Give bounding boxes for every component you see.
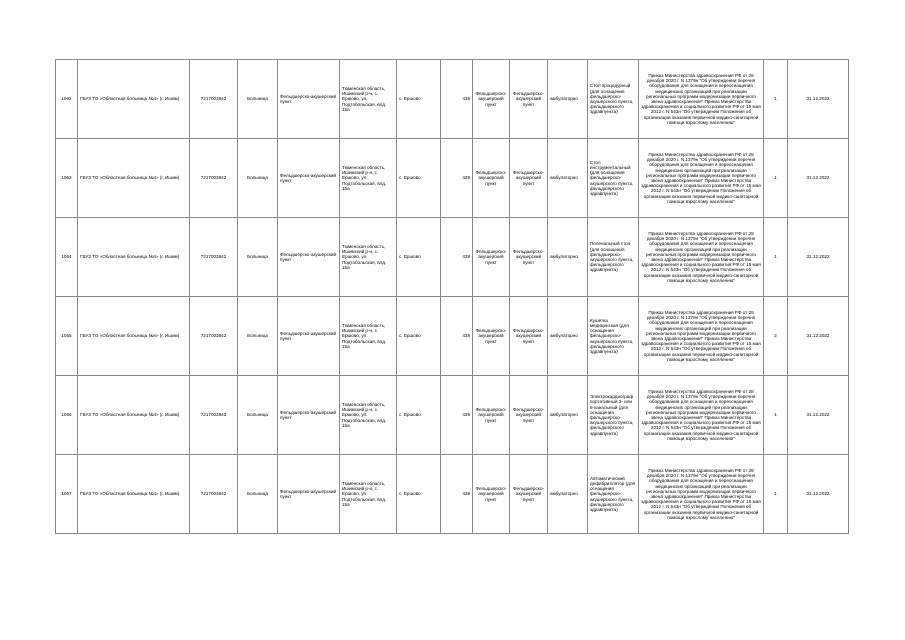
deadline-date: 31.12.2022 [788,297,849,376]
organization-name: ГБУЗ ТО «Областная больница №4» (г. Ишим) [78,297,190,376]
unit-name: Фельдшерско-акушерский пункт [278,60,340,139]
inn: 7217003842 [190,218,238,297]
population: 438 [441,139,473,218]
row-number: 1065 [56,297,78,376]
equipment-table [55,59,849,534]
fap-subcategory: Фельдшерско-акушерский пункт [510,376,548,455]
fap-subcategory: Фельдшерско-акушерский пункт [510,60,548,139]
population: 438 [441,376,473,455]
table-row [56,60,849,139]
fap-category: Фельдшерско-акушерский пункт [473,139,510,218]
unit-name: Фельдшерско-акушерский пункт [278,139,340,218]
legal-basis: Приказ Министерства здравоохранения РФ от 28 декабря 2020 г. N 1379н "Об утверждении перечня оборудования для оснащения и переоснащения медицинских организаций при реализации региональных программ модернизации первичного звена здравоохранения" Приказ Министерства здравоохранения и социального развития РФ от 15 мая 2012 г. N 543н "Об утверждении Положения об организации оказания первичной медико-санитарной помощи взрослому населению" [639,139,764,218]
equipment-name: Автоматический дефибриллятор (для оснащения фельдшерско-акушерского пункта, фельдшерского здравпункта) [588,455,639,534]
deadline-date: 31.12.2022 [788,60,849,139]
address: Тюменская область, Ишимский р-н, с. Ершово, ул. Подтобольская, влд. 15а [340,218,397,297]
organization-name: ГБУЗ ТО «Областная больница №4» (г. Ишим) [78,139,190,218]
table-row [56,218,849,297]
equipment-name: Пеленальный стол (для оснащения фельдшерско-акушерского пункта, фельдшерского здравпункта) [588,218,639,297]
quantity: 2 [764,297,788,376]
organization-type: Больница [238,139,278,218]
equipment-name: Стол инструментальный (для оснащения фельдшерско-акушерского пункта, фельдшерского здравпункта) [588,139,639,218]
deadline-date: 31.12.2022 [788,218,849,297]
organization-type: Больница [238,297,278,376]
care-condition: амбулаторно [548,376,588,455]
fap-subcategory: Фельдшерско-акушерский пункт [510,139,548,218]
legal-basis: Приказ Министерства здравоохранения РФ от 28 декабря 2020 г. N 1379н "Об утверждении перечня оборудования для оснащения и переоснащения медицинских организаций при реализации региональных программ модернизации первичного звена здравоохранения" Приказ Министерства здравоохранения и социального развития РФ от 15 мая 2012 г. N 543н "Об утверждении Положения об организации оказания первичной медико-санитарной помощи взрослому населению" [639,218,764,297]
quantity: 1 [764,376,788,455]
organization-type: Больница [238,60,278,139]
locality: с. Ершово [397,455,441,534]
organization-type: Больница [238,376,278,455]
quantity: 1 [764,455,788,534]
organization-type: Больница [238,218,278,297]
fap-subcategory: Фельдшерско-акушерский пункт [510,297,548,376]
table-row [56,139,849,218]
fap-category: Фельдшерско-акушерский пункт [473,455,510,534]
address: Тюменская область, Ишимский р-н, с. Ершово, ул. Подтобольская, влд. 15а [340,139,397,218]
address: Тюменская область, Ишимский р-н, с. Ершово, ул. Подтобольская, влд. 15а [340,455,397,534]
quantity: 1 [764,60,788,139]
population: 438 [441,60,473,139]
legal-basis: Приказ Министерства здравоохранения РФ от 28 декабря 2020 г. N 1379н "Об утверждении перечня оборудования для оснащения и переоснащения медицинских организаций при реализации региональных программ модернизации первичного звена здравоохранения" Приказ Министерства здравоохранения и социального развития РФ от 15 мая 2012 г. N 543н "Об утверждении Положения об организации оказания первичной медико-санитарной помощи взрослому населению" [639,60,764,139]
row-number: 1062 [56,60,78,139]
equipment-name: Электрокардиограф портативный 3- или 6-канальный (для оснащения фельдшерско-акушерского пункта, фельдшерского здравпункта) [588,376,639,455]
organization-name: ГБУЗ ТО «Областная больница №4» (г. Ишим) [78,60,190,139]
care-condition: амбулаторно [548,139,588,218]
organization-name: ГБУЗ ТО «Областная больница №4» (г. Ишим) [78,376,190,455]
fap-category: Фельдшерско-акушерский пункт [473,218,510,297]
inn: 7217003842 [190,297,238,376]
fap-category: Фельдшерско-акушерский пункт [473,376,510,455]
locality: с. Ершово [397,297,441,376]
inn: 7217003842 [190,139,238,218]
row-number: 1064 [56,218,78,297]
row-number: 1066 [56,376,78,455]
unit-name: Фельдшерско-акушерский пункт [278,218,340,297]
inn: 7217003842 [190,455,238,534]
organization-name: ГБУЗ ТО «Областная больница №4» (г. Ишим) [78,455,190,534]
locality: с. Ершово [397,376,441,455]
row-number: 1063 [56,139,78,218]
care-condition: амбулаторно [548,455,588,534]
unit-name: Фельдшерско-акушерский пункт [278,455,340,534]
table-row [56,455,849,534]
locality: с. Ершово [397,218,441,297]
population: 438 [441,455,473,534]
deadline-date: 31.12.2022 [788,139,849,218]
unit-name: Фельдшерско-акушерский пункт [278,376,340,455]
table-row [56,376,849,455]
address: Тюменская область, Ишимский р-н, с. Ершово, ул. Подтобольская, влд. 15а [340,60,397,139]
care-condition: амбулаторно [548,218,588,297]
legal-basis: Приказ Министерства здравоохранения РФ от 28 декабря 2020 г. N 1379н "Об утверждении перечня оборудования для оснащения и переоснащения медицинских организаций при реализации региональных программ модернизации первичного звена здравоохранения" Приказ Министерства здравоохранения и социального развития РФ от 15 мая 2012 г. N 543н "Об утверждении Положения об организации оказания первичной медико-санитарной помощи взрослому населению" [639,455,764,534]
address: Тюменская область, Ишимский р-н, с. Ершово, ул. Подтобольская, влд. 15а [340,376,397,455]
equipment-name: Стол процедурный (для оснащения фельдшерско-акушерского пункта, фельдшерского здравпункта) [588,60,639,139]
locality: с. Ершово [397,139,441,218]
legal-basis: Приказ Министерства здравоохранения РФ от 28 декабря 2020 г. N 1379н "Об утверждении перечня оборудования для оснащения и переоснащения медицинских организаций при реализации региональных программ модернизации первичного звена здравоохранения" Приказ Министерства здравоохранения и социального развития РФ от 15 мая 2012 г. N 543н "Об утверждении Положения об организации оказания первичной медико-санитарной помощи взрослому населению" [639,376,764,455]
fap-subcategory: Фельдшерско-акушерский пункт [510,455,548,534]
fap-category: Фельдшерско-акушерский пункт [473,297,510,376]
inn: 7217003842 [190,376,238,455]
quantity: 1 [764,139,788,218]
care-condition: амбулаторно [548,60,588,139]
care-condition: амбулаторно [548,297,588,376]
deadline-date: 31.12.2022 [788,455,849,534]
legal-basis: Приказ Министерства здравоохранения РФ от 28 декабря 2020 г. N 1379н "Об утверждении перечня оборудования для оснащения и переоснащения медицинских организаций при реализации региональных программ модернизации первичного звена здравоохранения" Приказ Министерства здравоохранения и социального развития РФ от 15 мая 2012 г. N 543н "Об утверждении Положения об организации оказания первичной медико-санитарной помощи взрослому населению" [639,297,764,376]
deadline-date: 31.12.2022 [788,376,849,455]
population: 438 [441,218,473,297]
unit-name: Фельдшерско-акушерский пункт [278,297,340,376]
address: Тюменская область, Ишимский р-н, с. Ершово, ул. Подтобольская, влд. 15а [340,297,397,376]
quantity: 1 [764,218,788,297]
row-number: 1067 [56,455,78,534]
fap-subcategory: Фельдшерско-акушерский пункт [510,218,548,297]
organization-type: Больница [238,455,278,534]
table-row [56,297,849,376]
population: 438 [441,297,473,376]
inn: 7217003842 [190,60,238,139]
locality: с. Ершово [397,60,441,139]
equipment-name: Кушетка медицинская (для оснащения фельдшерско-акушерского пункта, фельдшерского здравпункта) [588,297,639,376]
fap-category: Фельдшерско-акушерский пункт [473,60,510,139]
organization-name: ГБУЗ ТО «Областная больница №4» (г. Ишим) [78,218,190,297]
